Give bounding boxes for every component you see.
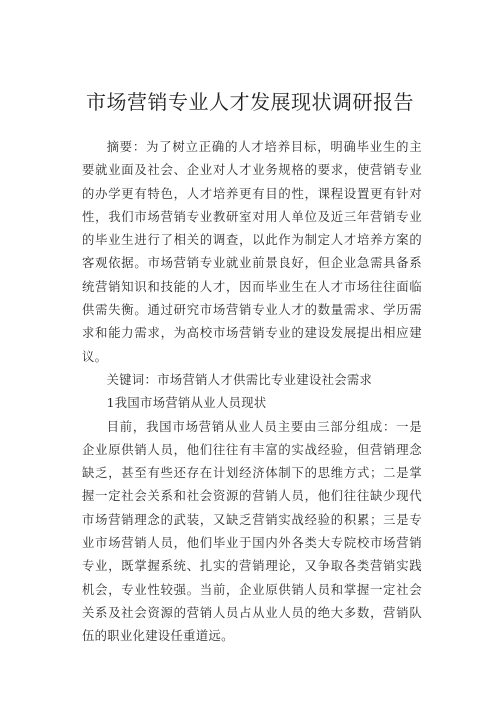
document-body: [82, 136, 422, 649]
keywords-paragraph: 关键词：市场营销人才供需比专业建设社会需求: [106, 372, 373, 387]
body-paragraph: 目前，我国市场营销从业人员主要由三部分组成：一是企业原供销人员，他们往往有丰富的实战经验，但营销理念缺乏，甚至有些还存在计划经济体制下的思维方式；二是掌握一定社会关系和社会资源的营销人员，他们往往缺少现代市场营销理念的武装，又缺乏营销实战经验的积累；三是专业市场营销人员，他们毕业于国内外各类大专院校市场营销专业，既掌握系统、扎实的营销理论，又争取各类营销实践机会，专业性较强。当前，企业原供销人员和掌握一定社会关系及社会资源的营销人员占从业人员的绝大多数，营销队伍的职业化建设任重道远。: [82, 419, 422, 644]
document-title: 市场营销专业人才发展现状调研报告: [86, 90, 414, 114]
section-heading: 1我国市场营销从业人员现状: [106, 396, 267, 411]
abstract-paragraph: 摘要：为了树立正确的人才培养目标，明确毕业生的主要就业面及社会、企业对人才业务规格的要求，使营销专业的办学更有特色，人才培养更有目的性，课程设置更有针对性，我们市场营销专业教研室对用人单位及近三年营销专业的毕业生进行了相关的调查，以此作为制定人才培养方案的客观依据。市场营销专业就业前景良好，但企业急需具备系统营销知识和技能的人才，因而毕业生在人才市场往往面临供需失衡。通过研究市场营销专业人才的数量需求、学历需求和能力需求，为高校市场营销专业的建设发展提出相应建议。: [82, 140, 422, 364]
